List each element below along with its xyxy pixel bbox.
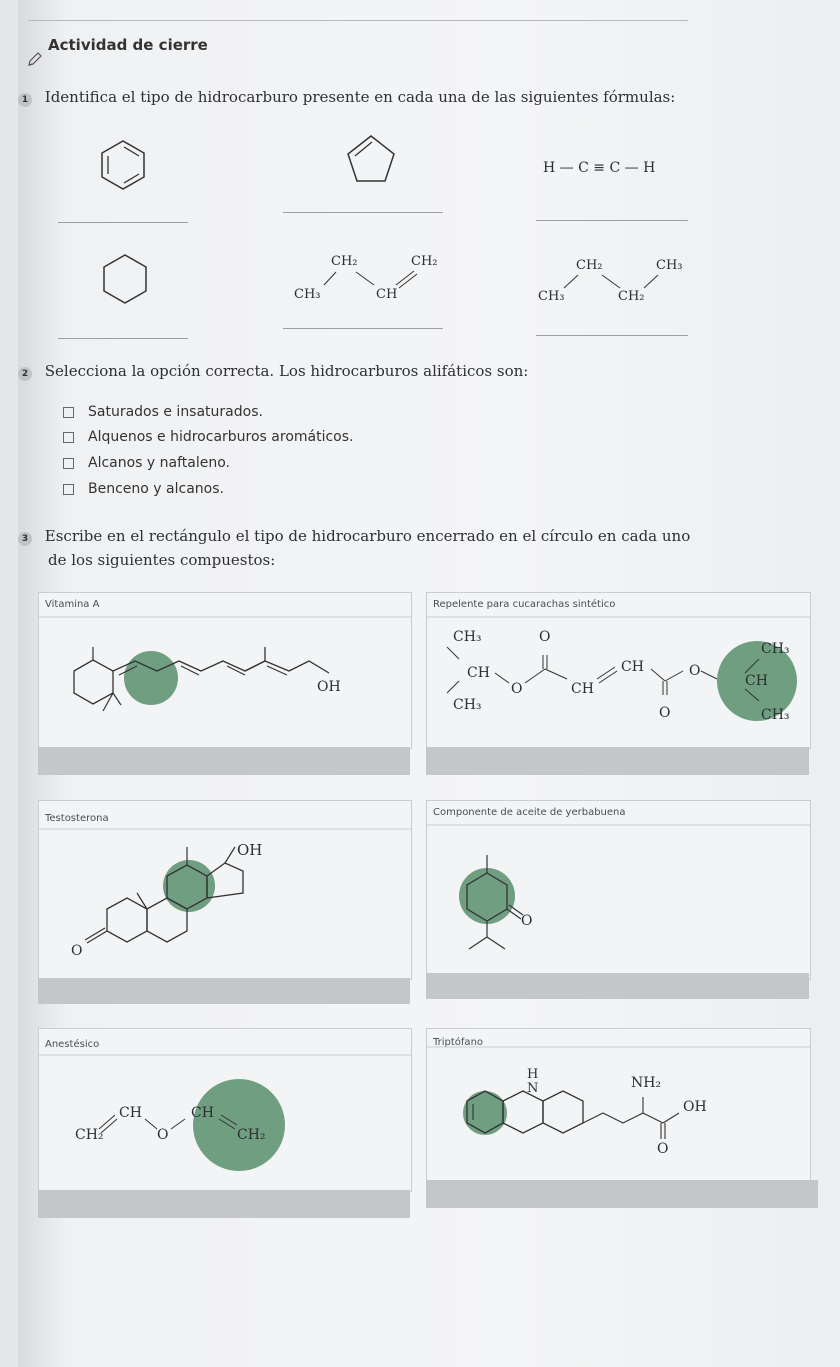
q3-number: 3 xyxy=(18,532,32,546)
q1-prompt: 1 Identifica el tipo de hidrocarburo presente en cada una de las siguientes fórmulas: xyxy=(18,88,675,107)
q2-prompt: 2 Selecciona la opción correcta. Los hidrocarburos alifáticos son: xyxy=(18,362,528,381)
answer-box-2[interactable] xyxy=(426,747,809,775)
header-rule xyxy=(28,20,688,21)
answer-line-4[interactable] xyxy=(58,338,188,339)
answer-line-1[interactable] xyxy=(58,222,188,223)
q2-option-4[interactable]: Benceno y alcanos. xyxy=(63,481,224,497)
oh-label: OH xyxy=(317,679,341,695)
checkbox[interactable] xyxy=(63,432,74,443)
worksheet-page xyxy=(18,0,840,1367)
answer-box-3[interactable] xyxy=(38,978,410,1004)
checkbox[interactable] xyxy=(63,458,74,469)
q2-option-3[interactable]: Alcanos y naftaleno. xyxy=(63,455,230,471)
cell-anesthetic: Anestésico CH₂ CH O CH CH₂ xyxy=(38,1028,412,1192)
answer-box-4[interactable] xyxy=(426,973,809,999)
section-title: Actividad de cierre xyxy=(48,36,208,54)
cyclopentene-structure xyxy=(336,130,406,190)
butane-structure: CH₂ CH₃ CH₃ CH₂ xyxy=(538,258,683,304)
answer-line-3[interactable] xyxy=(536,220,688,221)
answer-box-1[interactable] xyxy=(38,747,410,775)
answer-line-2[interactable] xyxy=(283,212,443,213)
answer-box-6[interactable] xyxy=(426,1180,818,1208)
cell-vitamin-a: Vitamina A OH xyxy=(38,592,412,749)
checkbox[interactable] xyxy=(63,407,74,418)
acetylene-formula: H — C ≡ C — H xyxy=(543,160,656,176)
q3-prompt-line2: de los siguientes compuestos: xyxy=(48,551,276,569)
cyclohexane-structure xyxy=(90,245,160,315)
cell-cockroach-repellent: Repelente para cucarachas sintético CH₃ CH CH₃ O O CH CH O O CH₃ CH CH₃ xyxy=(426,592,811,749)
cell-mint-oil: Componente de aceite de yerbabuena O xyxy=(426,800,811,980)
q2-number: 2 xyxy=(18,367,32,381)
butene-structure: CH₂ CH₂ CH₃ CH xyxy=(294,254,438,302)
answer-box-5[interactable] xyxy=(38,1190,410,1218)
cell-tryptophan: Triptófano H N NH₂ OH O xyxy=(426,1028,811,1182)
pencil-icon xyxy=(26,50,44,68)
q1-number: 1 xyxy=(18,93,32,107)
benzene-structure xyxy=(88,133,158,203)
answer-line-6[interactable] xyxy=(536,335,688,336)
checkbox[interactable] xyxy=(63,484,74,495)
q2-option-2[interactable]: Alquenos e hidrocarburos aromáticos. xyxy=(63,429,354,445)
cell-testosterone: Testosterona OH O xyxy=(38,800,412,980)
answer-line-5[interactable] xyxy=(283,328,443,329)
q3-prompt: 3 Escribe en el rectángulo el tipo de hidrocarburo encerrado en el círculo en cada uno xyxy=(18,527,690,546)
q2-option-1[interactable]: Saturados e insaturados. xyxy=(63,404,263,420)
